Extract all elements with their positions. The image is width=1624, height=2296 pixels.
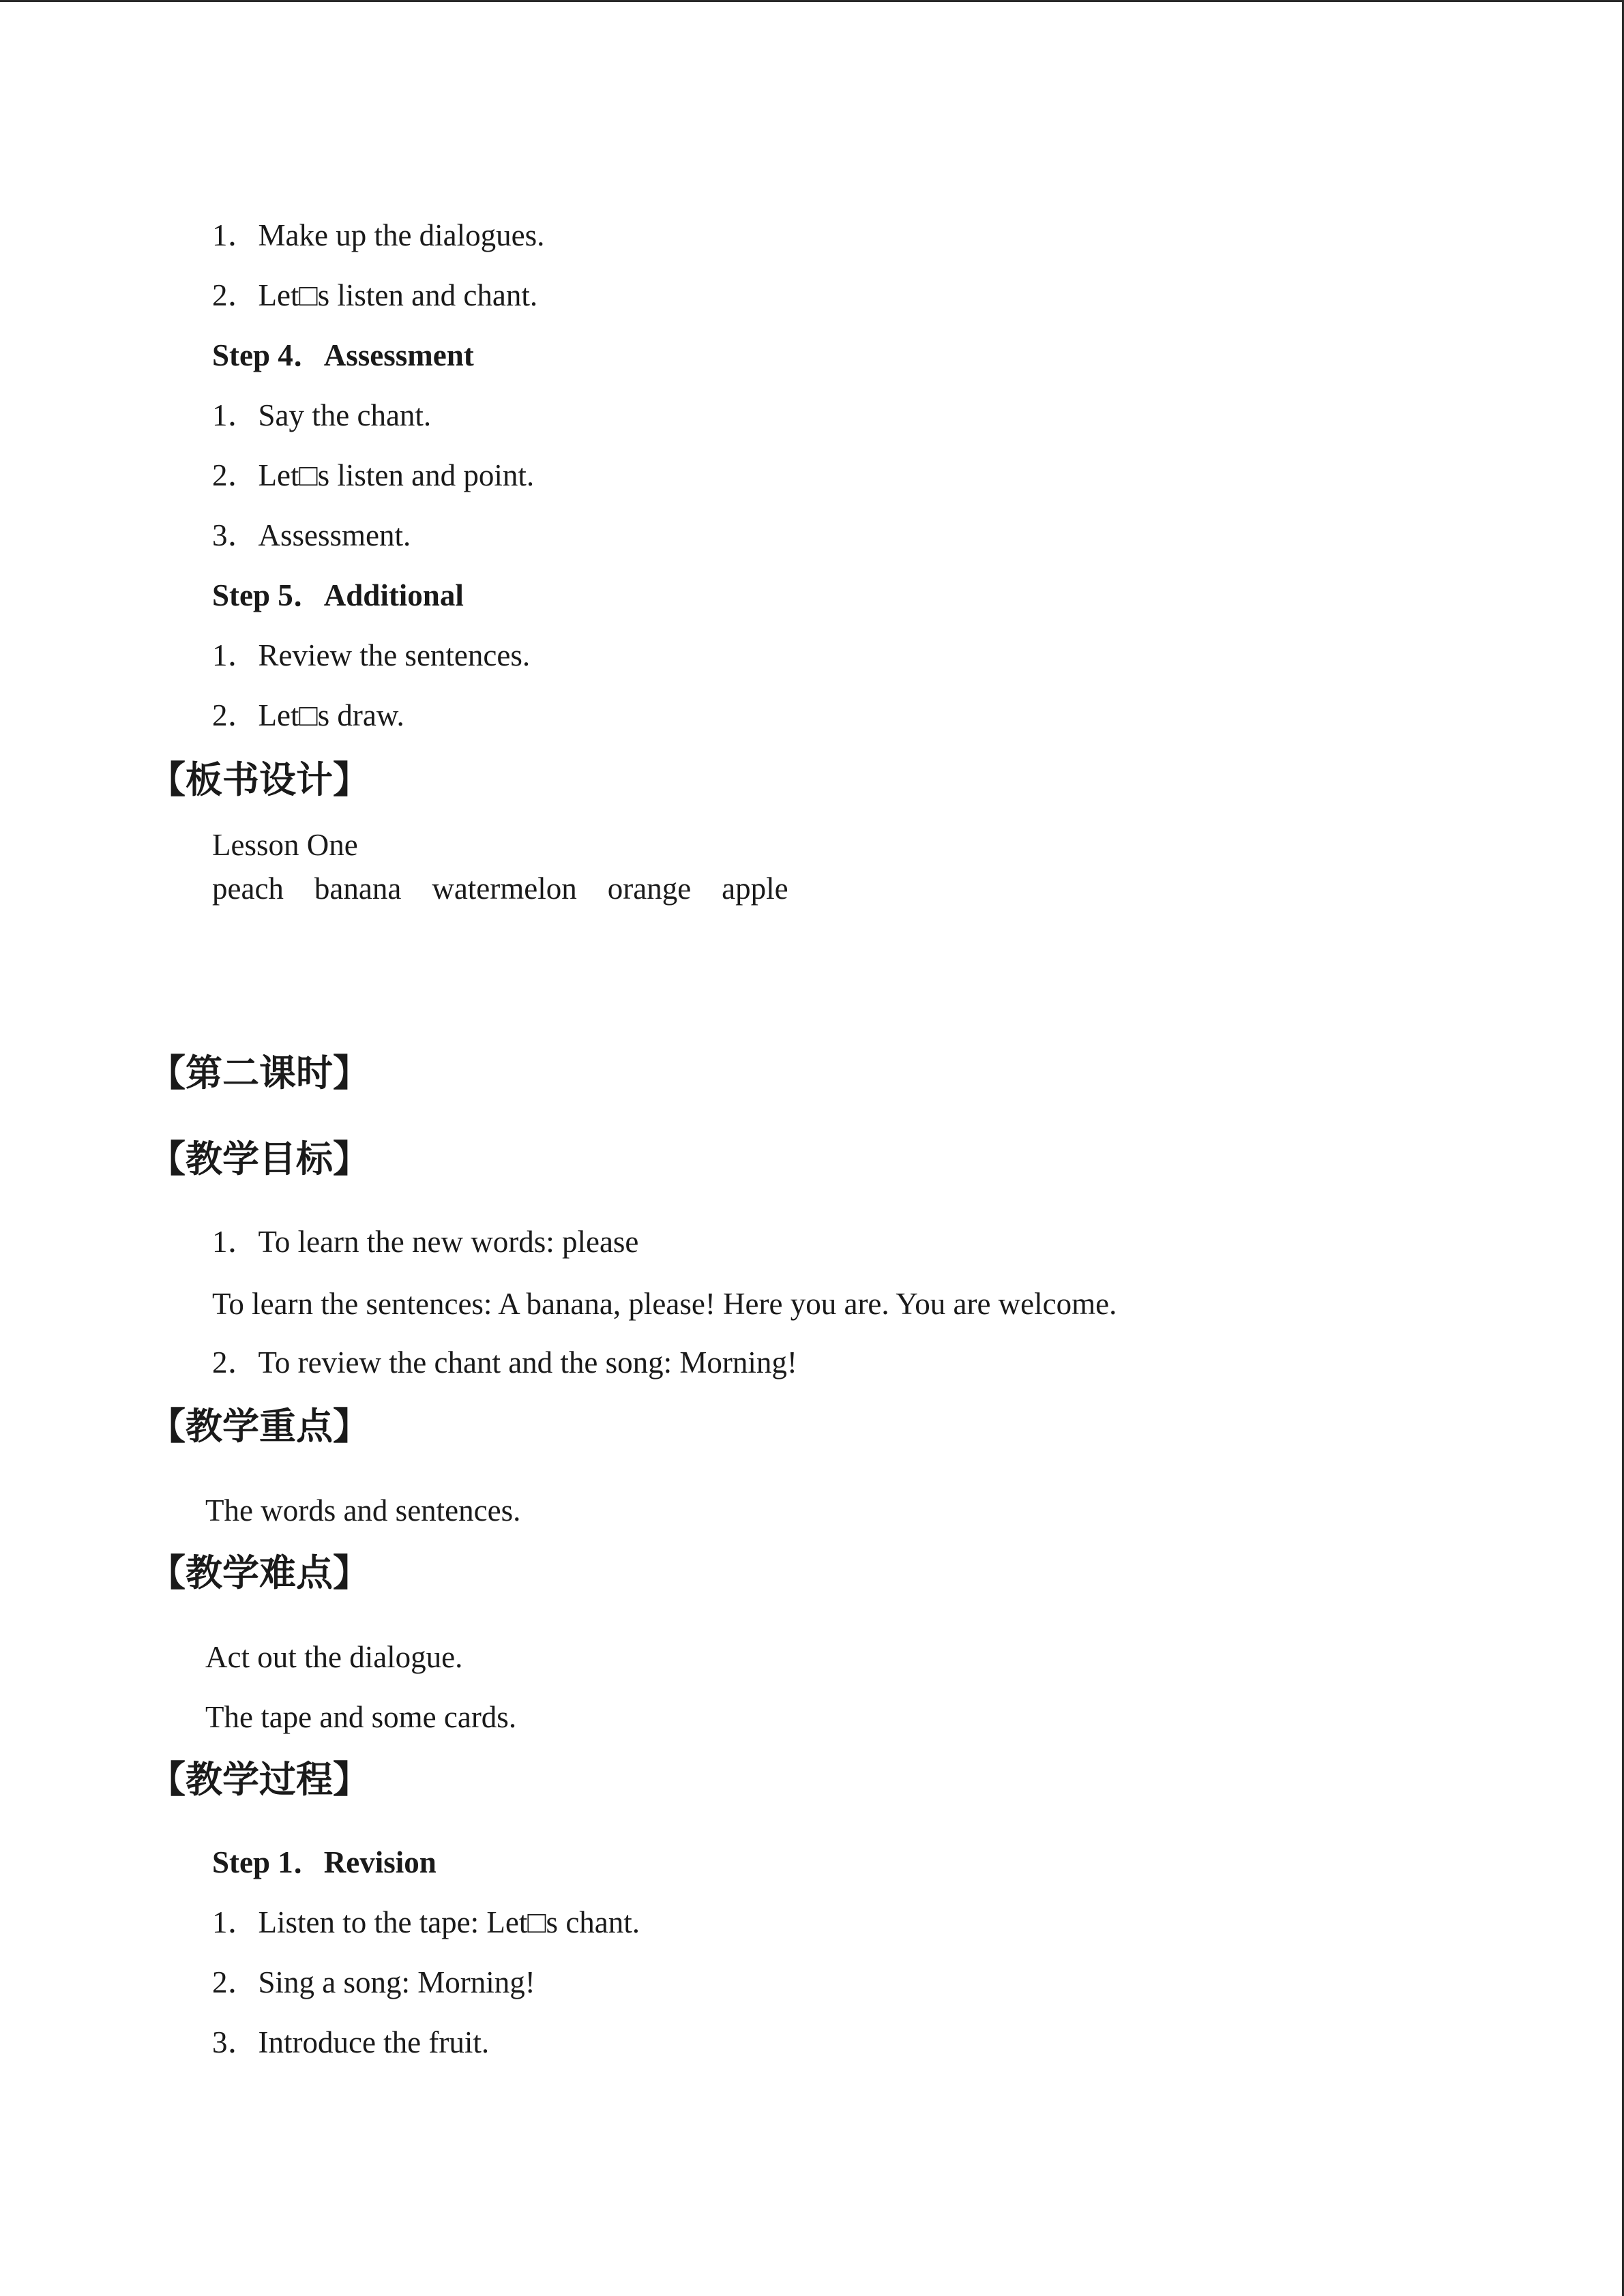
objective-sentences: To learn the sentences: A banana, please! Here you are. You are welcome. [212,1287,1117,1321]
step4-item-3: 3．Assessment. [212,518,411,552]
difficulties-heading: 【教学难点】 [149,1551,370,1594]
process-heading: 【教学过程】 [149,1758,370,1801]
board-words: peach banana watermelon orange apple [212,871,788,906]
step5-item-2: 2．Let□s draw. [212,698,404,732]
key-points-text: The words and sentences. [205,1493,521,1527]
difficulty-item-2: The tape and some cards. [205,1700,517,1734]
difficulty-item-1: Act out the dialogue. [205,1640,463,1674]
lesson-two-heading: 【第二课时】 [149,1052,370,1094]
step5-heading: Step 5．Additional [212,578,464,612]
step1-item-1: 1．Listen to the tape: Let□s chant. [212,1905,640,1939]
page-border-top [0,0,1624,2]
objectives-heading: 【教学目标】 [149,1137,370,1180]
step3-item-2: 2．Let□s listen and chant. [212,278,538,312]
board-design-heading: 【板书设计】 [149,758,370,801]
step1-item-2: 2．Sing a song: Morning! [212,1965,535,1999]
step1-item-3: 3．Introduce the fruit. [212,2025,490,2059]
step1-heading: Step 1．Revision [212,1845,437,1879]
board-title: Lesson One [212,828,358,862]
step5-item-1: 1．Review the sentences. [212,638,531,672]
objective-item-2: 2．To review the chant and the song: Morning! [212,1345,797,1380]
key-points-heading: 【教学重点】 [149,1405,370,1448]
step4-item-1: 1．Say the chant. [212,398,432,432]
step3-item-1: 1．Make up the dialogues. [212,218,545,252]
step4-heading: Step 4．Assessment [212,338,474,372]
objective-item-1: 1．To learn the new words: please [212,1225,639,1259]
step4-item-2: 2．Let□s listen and point. [212,458,535,492]
